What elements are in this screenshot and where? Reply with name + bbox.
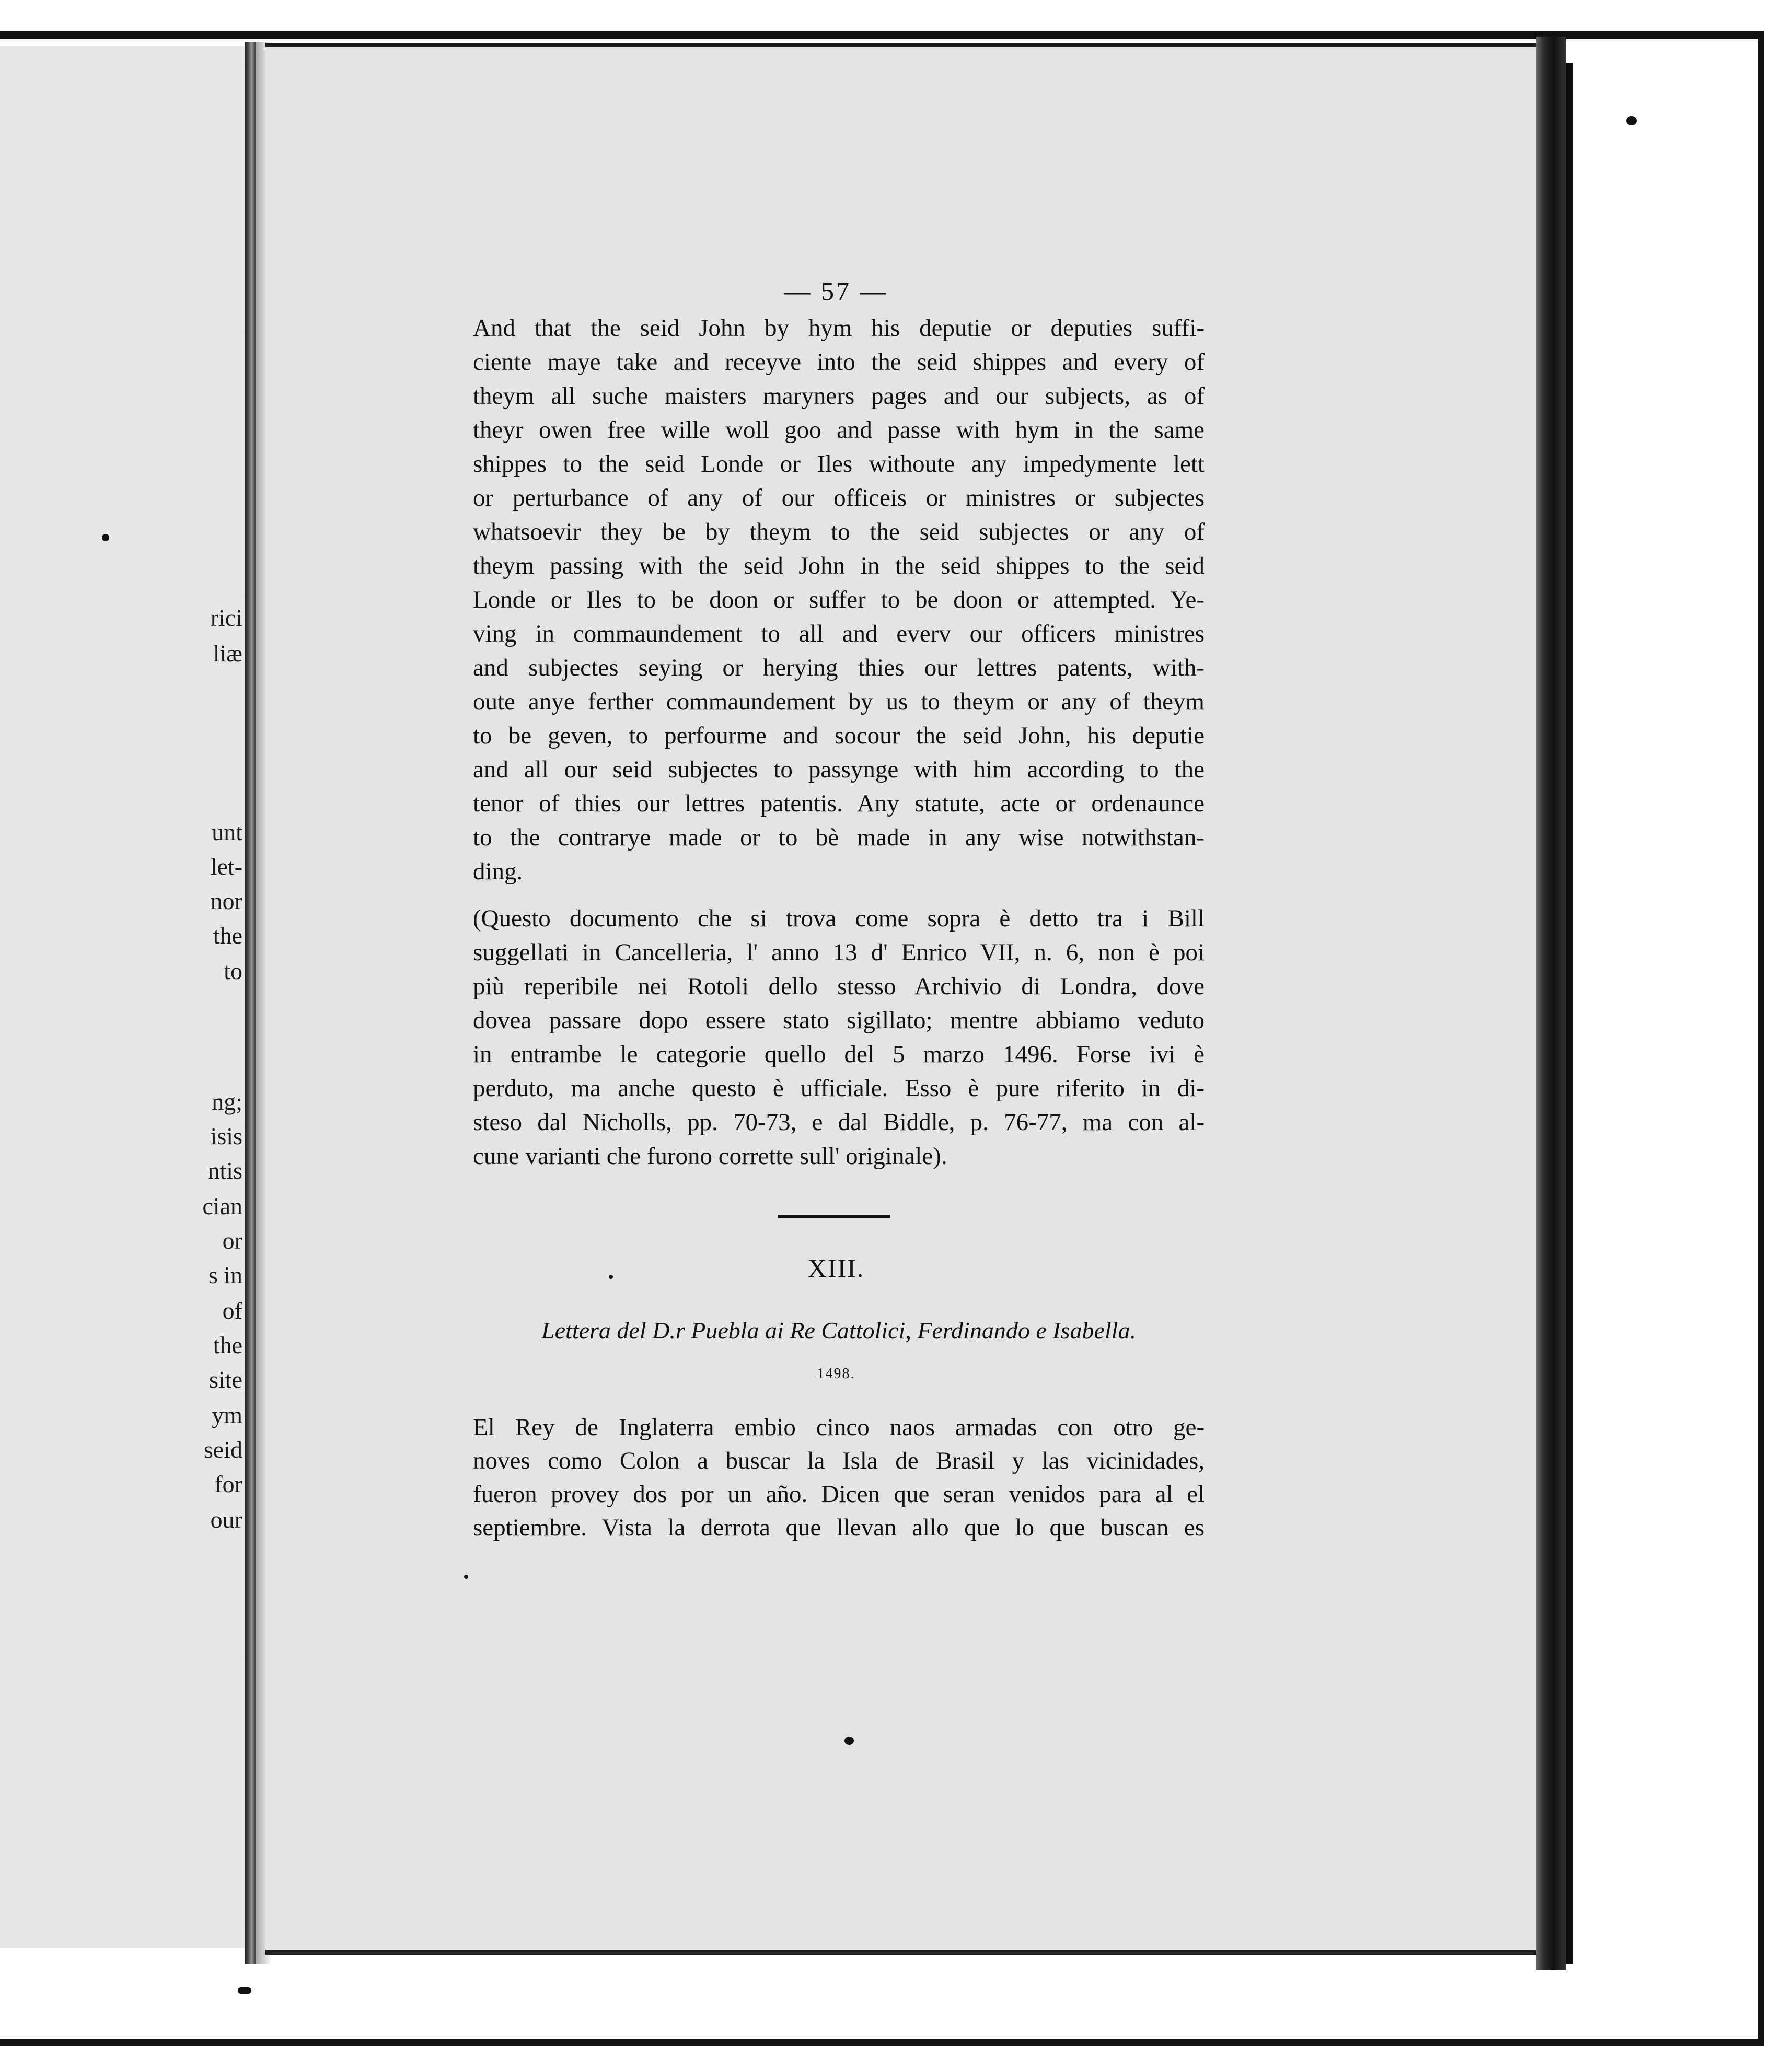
left-page-text-fragment: to (224, 958, 242, 984)
left-page-text-fragment: rici (210, 604, 242, 631)
left-page-text-fragment: cian (202, 1193, 242, 1219)
left-page-text-fragment: site (209, 1366, 242, 1393)
left-page-text-fragment: ntis (207, 1157, 242, 1184)
text-line: theym passing with the seid John in the seid shippes to the seid (473, 552, 1205, 579)
left-page-text-fragment: for (214, 1471, 242, 1497)
paragraph-letters-patent (473, 311, 1205, 889)
section-year: 1498. (817, 1366, 855, 1382)
text-line: in entrambe le categorie quello del 5 marzo 1496. Forse ivi è (473, 1041, 1205, 1068)
text-line: ding. (473, 858, 523, 885)
text-line: tenor of thies our lettres patentis. Any statute, acte or ordenaunce (473, 790, 1205, 817)
text-line: theyr owen free wille woll goo and passe with hym in the same (473, 416, 1205, 444)
text-line: ving in commaundement to all and everv our officers ministres (473, 620, 1205, 647)
scan-speck (238, 1987, 251, 1994)
section-numeral: XIII. (807, 1253, 865, 1283)
text-line: dovea passare dopo essere stato sigillato; mentre abbiamo veduto (473, 1007, 1205, 1034)
text-line: El Rey de Inglaterra embio cinco naos armadas con otro ge- (473, 1414, 1205, 1441)
left-page-text-fragment: ng; (212, 1088, 242, 1115)
text-line: ciente maye take and receyve into the seid shippes and every of (473, 348, 1205, 376)
paragraph-spanish-letter (473, 1411, 1205, 1544)
left-page-text-fragment: unt (212, 819, 242, 845)
section-heading: Lettera del D.r Puebla ai Re Cattolici, Ferdinando e Isabella. (541, 1317, 1136, 1344)
paragraph-editorial-note (473, 902, 1205, 1173)
text-line: perduto, ma anche questo è ufficiale. Esso è pure riferito in di- (473, 1075, 1205, 1102)
left-page-text-fragment: seid (203, 1436, 242, 1463)
text-line: fueron provey dos por un año. Dicen que seran venidos para al el (473, 1481, 1205, 1508)
scan-speck (464, 1575, 468, 1579)
left-page-text-fragment: let- (210, 853, 242, 880)
text-line: (Questo documento che si trova come sopra è detto tra i Bill (473, 905, 1205, 932)
page-edge (1536, 37, 1566, 1970)
page-number: — 57 — (784, 276, 888, 306)
text-line: suggellati in Cancelleria, l' anno 13 d' Enrico VII, n. 6, non è poi (473, 939, 1205, 966)
book-gutter (245, 42, 256, 1964)
text-line: Londe or Iles to be doon or suffer to be doon or attempted. Ye- (473, 586, 1205, 613)
text-line: and subjectes seying or herying thies our lettres patents, with- (473, 654, 1205, 681)
text-line: or perturbance of any of our officeis or ministres or subjectes (473, 484, 1205, 511)
text-line: shippes to the seid Londe or Iles withoute any impedymente lett (473, 450, 1205, 478)
left-page-text-fragment: liæ (213, 640, 242, 667)
text-line: to the contrarye made or to bè made in any wise notwithstan- (473, 824, 1205, 851)
text-line: cune varianti che furono corrette sull' originale). (473, 1143, 947, 1170)
text-line: oute anye ferther commaundement by us to theym or any of theym (473, 688, 1205, 715)
text-line: to be geven, to perfourme and socour the seid John, his deputie (473, 722, 1205, 749)
scan-speck (102, 534, 109, 541)
text-line: whatsoevir they be by theym to the seid subjectes or any of (473, 518, 1205, 545)
left-page-text-fragment: our (210, 1506, 242, 1533)
left-page-text-fragment: the (213, 922, 242, 949)
left-page-text-fragment: s in (208, 1262, 242, 1288)
scan-speck (844, 1737, 854, 1745)
scan-speck (1626, 116, 1637, 125)
section-divider (778, 1215, 890, 1218)
text-line: And that the seid John by hym his deputie or deputies suffi- (473, 315, 1205, 342)
left-page-text-fragment: of (222, 1297, 242, 1324)
text-line: steso dal Nicholls, pp. 70-73, e dal Biddle, p. 76-77, ma con al- (473, 1109, 1205, 1136)
left-page-text-fragment: the (213, 1332, 242, 1358)
text-line: and all our seid subjectes to passynge with him according to the (473, 756, 1205, 783)
text-line: noves como Colon a buscar la Isla de Brasil y las vicinidades, (473, 1447, 1205, 1474)
left-page-text-fragment: nor (210, 888, 242, 914)
text-line: septiembre. Vista la derrota que llevan allo que lo que buscan es (473, 1514, 1205, 1541)
left-page-text-fragment: ym (212, 1402, 242, 1428)
scan-dark-margin (1566, 63, 1573, 1964)
left-page-text-fragment: isis (210, 1123, 242, 1149)
previous-page-fragment (0, 46, 250, 1948)
left-page-text-fragment: or (222, 1227, 242, 1254)
text-line: più reperibile nei Rotoli dello stesso Archivio di Londra, dove (473, 973, 1205, 1000)
scan-speck (609, 1275, 613, 1279)
text-line: theym all suche maisters maryners pages and our subjects, as of (473, 382, 1205, 410)
